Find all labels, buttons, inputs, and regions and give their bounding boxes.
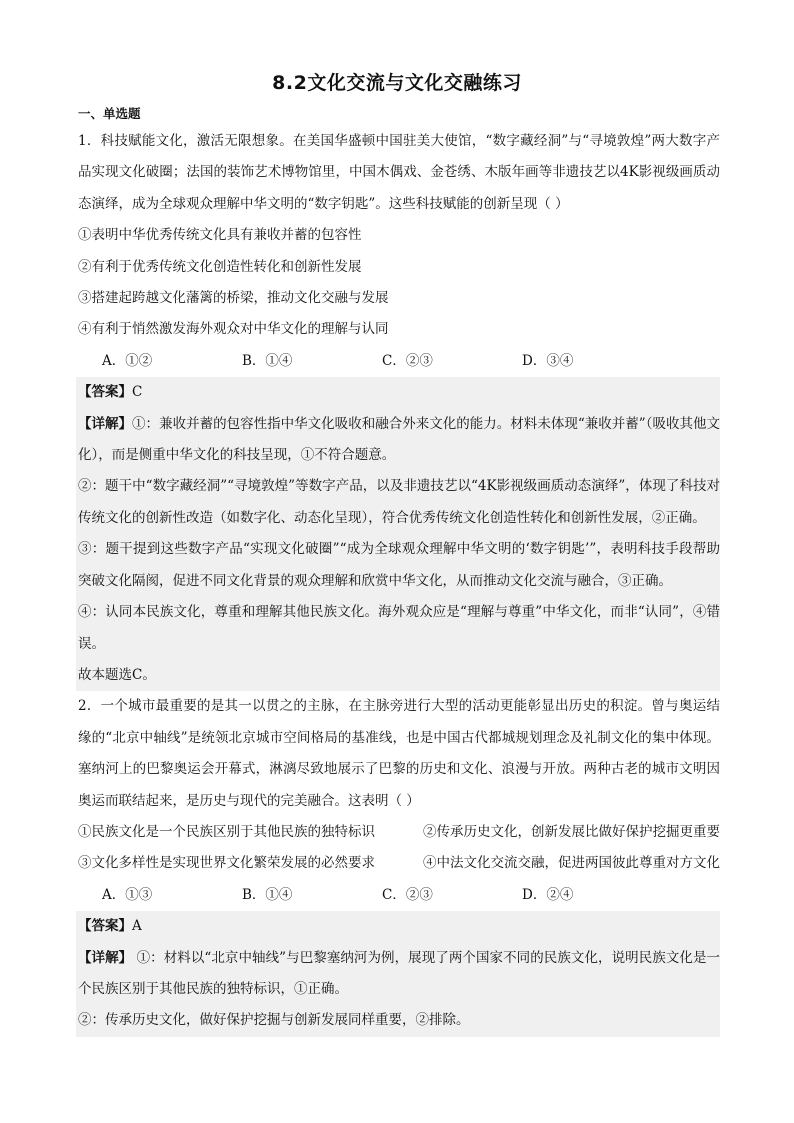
- detail-text: ②：传承历史文化，做好保护挖掘与创新发展同样重要，②排除。: [78, 1012, 470, 1029]
- question-1-item: ②有利于优秀传统文化创造性转化和创新性发展: [78, 258, 362, 275]
- option-c: C．②③: [382, 886, 433, 903]
- section-heading: 一、单选题: [78, 106, 141, 121]
- question-1-answer-box: [76, 377, 720, 691]
- detail-text: ①：材料以“北京中轴线”与巴黎塞纳河为例，展现了两个国家不同的民族文化，说明民族文化是一个民族区别于其他民族的独特标识，①正确。: [78, 949, 721, 997]
- question-2-answer-box: [76, 911, 720, 1037]
- answer-label: 【答案】: [78, 918, 132, 935]
- question-2-stem: 2．一个城市最重要的是其一以贯之的主脉，在主脉旁进行大型的活动更能彰显出历史的积淀。曾与奥运结缘的“北京中轴线”是统领北京城市空间格局的基准线，也是中国古代都城规划理念及礼制文化的集中体现。塞纳河上的巴黎奥运会开幕式，淋漓尽致地展示了巴黎的历史和文化、浪漫与开放。两种古老的城市文明因奥运而联结起来，是历史与现代的完美融合。这表明（ ）: [78, 698, 720, 809]
- detail-text: ②：题干中“数字藏经洞”“寻境敦煌”等数字产品，以及非遗技艺以“4K影视级画质动态演绎”，体现了科技对传统文化的创新性改造（如数字化、动态化呈现），符合优秀传统文化创造性转化和创新性发展，②正确。: [78, 478, 720, 526]
- detail-text: ③：题干提到这些数字产品“实现文化破圈”“成为全球观众理解中华文明的‘数字钥匙’”，表明科技手段帮助突破文化隔阂，促进不同文化背景的观众理解和欣赏中华文化，从而推动文化交流与融合，③正确。: [78, 541, 720, 589]
- question-2-items-row: [78, 848, 720, 879]
- question-2-item: ①民族文化是一个民族区别于其他民族的独特标识: [78, 823, 375, 840]
- answer-value: A: [132, 918, 142, 935]
- option-d: D．③④: [522, 352, 574, 369]
- question-1-item: ③搭建起跨越文化藩篱的桥梁，推动文化交融与发展: [78, 290, 389, 307]
- option-a: A．①③: [102, 886, 153, 903]
- answer-line: [78, 911, 720, 942]
- detail-line: [78, 943, 720, 1006]
- detail-line: [78, 409, 720, 472]
- option-c: C．②③: [382, 352, 433, 369]
- question-1-item: ④有利于悄然激发海外观众对中华文化的理解与认同: [78, 321, 389, 338]
- question-2-item: ③文化多样性是实现世界文化繁荣发展的必然要求: [78, 855, 375, 872]
- question-1-stem: 1．科技赋能文化，激活无限想象。在美国华盛顿中国驻美大使馆，“数字藏经洞”与“寻境敦煌”两大数字产品实现文化破圈；法国的装饰艺术博物馆里，中国木偶戏、金苍绣、木版年画等非遗技艺以4K影视级画质动态演绎，成为全球观众理解中华文明的“数字钥匙”。这些科技赋能的创新呈现（ ）: [78, 133, 720, 212]
- question-2-item: ④中法文化交流交融，促进两国彼此尊重对方文化: [423, 855, 720, 872]
- option-b: B．①④: [242, 886, 293, 903]
- option-b: B．①④: [242, 352, 293, 369]
- option-a: A．①②: [102, 352, 153, 369]
- answer-label: 【答案】: [78, 384, 132, 401]
- question-1-options: [78, 346, 720, 377]
- option-d: D．②④: [522, 886, 574, 903]
- detail-label: 【详解】: [78, 415, 133, 432]
- conclusion: 故本题选C。: [78, 666, 156, 683]
- answer-value: C: [132, 384, 143, 401]
- detail-text: ④：认同本民族文化，尊重和理解其他民族文化。海外观众应是“理解与尊重”中华文化，而非“认同”，④错误。: [78, 604, 720, 652]
- question-2-item: ②传承历史文化，创新发展比做好保护挖掘更重要: [423, 823, 720, 840]
- question-2-options: [78, 880, 720, 911]
- detail-label: 【详解】: [78, 949, 133, 966]
- question-2-items-row: [78, 817, 720, 848]
- detail-text: ①：兼收并蓄的包容性指中华文化吸收和融合外来文化的能力。材料未体现“兼收并蓄”（吸收其他文化），而是侧重中华文化的科技呈现，①不符合题意。: [78, 415, 720, 464]
- page-title: 8.2文化交流与文化交融练习: [272, 72, 522, 94]
- question-1-item: ①表明中华优秀传统文化具有兼收并蓄的包容性: [78, 227, 362, 244]
- content: [78, 126, 720, 1037]
- answer-line: [78, 377, 720, 408]
